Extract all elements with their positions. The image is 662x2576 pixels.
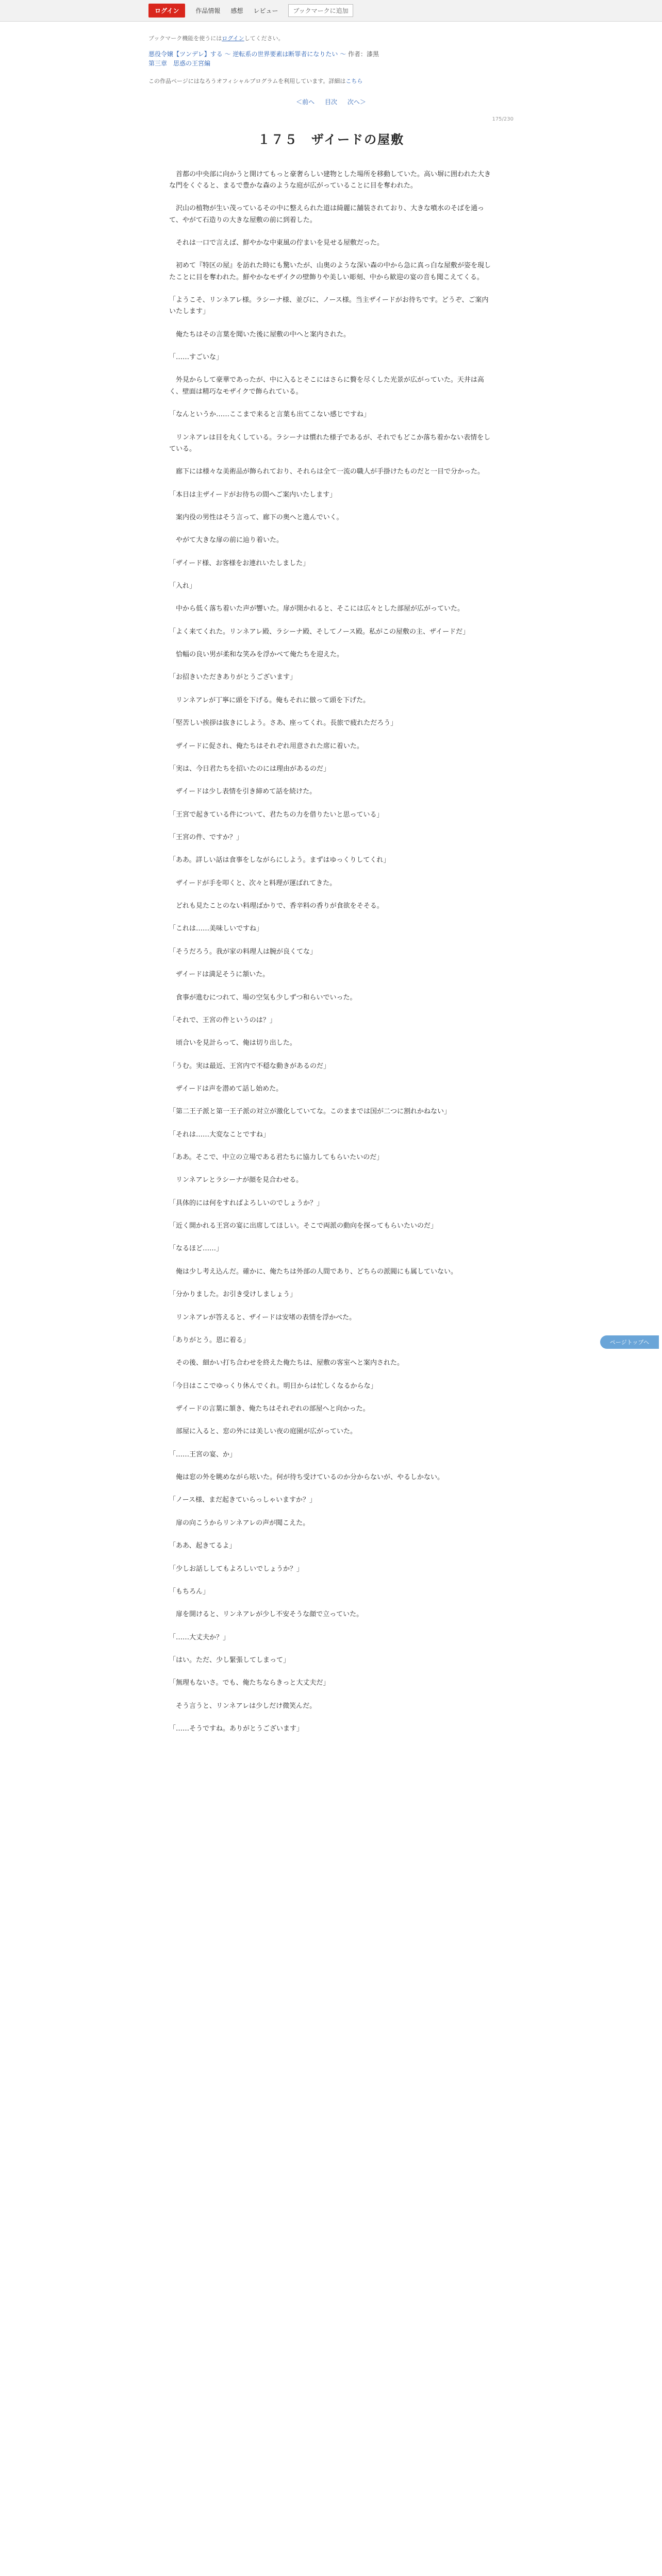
body-paragraph: やがて大きな扉の前に辿り着いた。 (176, 536, 284, 545)
body-paragraph: それは一口で言えば、鮮やかな中東風の佇まいを見せる屋敷だった。 (176, 239, 384, 247)
body-paragraph: ザイードは満足そうに頷いた。 (176, 971, 270, 979)
body-paragraph: 「ああ。詳しい話は食事をしながらにしよう。まずはゆっくりしてくれ」 (169, 856, 390, 865)
body-paragraph: 「ああ、起きてるよ」 (169, 1542, 236, 1550)
body-paragraph: 「よく来てくれた。リンネアレ殿、ラシーナ殿、そしてノース殿。私がこの屋敷の主、ザイードだ」 (169, 628, 470, 636)
novel-page (148, 22, 514, 1746)
body-paragraph: そう言うと、リンネアレは少しだけ微笑んだ。 (176, 1702, 317, 1710)
body-paragraph: どれも見たことのない料理ばかりで、香辛料の香りが食欲をそそる。 (176, 902, 384, 910)
body-paragraph: 俺は少し考え込んだ。確かに、俺たちは外部の人間であり、どちらの派閥にも属していない。 (176, 1267, 458, 1276)
body-paragraph: 「ノース様、まだ起きていらっしゃいますか？」 (169, 1496, 316, 1504)
body-paragraph: 「具体的には何をすればよろしいのでしょうか？」 (169, 1199, 324, 1207)
body-paragraph: 「それは……大変なことですね」 (169, 1130, 270, 1139)
body-paragraph: 初めて『特区の屋』を訪れた時にも驚いたが、山奥のような深い森の中から急に真っ白な屋敷が姿を現したことに目を奪われた。鮮やかなモザイクの壁飾りや美しい彫刻、中から歓迎の宴の音も聞こえてくる。 (169, 262, 491, 281)
body-paragraph: 「近く開かれる王宮の宴に出席してほしい。そこで両派の動向を探ってもらいたいのだ」 (169, 1222, 438, 1230)
body-paragraph: ザイードに促され、俺たちはそれぞれ用意された席に着いた。 (176, 742, 363, 750)
top-navigation-bar (0, 0, 662, 22)
body-paragraph: 「王宮で起きている件について、君たちの力を借りたいと思っている」 (169, 810, 384, 819)
body-paragraph: ザイードは声を潜めて話し始めた。 (176, 1084, 283, 1093)
nav-reviews[interactable]: レビュー (253, 7, 278, 14)
body-paragraph: 「なるほど……」 (169, 1245, 223, 1253)
body-paragraph: 「入れ」 (169, 582, 196, 590)
body-paragraph: 「少しお話ししてもよろしいでしょうか？」 (169, 1565, 304, 1573)
body-paragraph: 案内役の男性はそう言って、廊下の奥へと進んでいく。 (176, 513, 343, 521)
series-author[interactable]: 作者：漆黒 (348, 50, 379, 58)
series-title-link[interactable]: 悪役令嬢【ツンデレ】する ～ 逆転系の世界要素は断罪者になりたい ～ (148, 50, 346, 58)
body-paragraph: 「……すごいな」 (169, 353, 223, 362)
episode-number: 175/230 (492, 116, 514, 122)
body-paragraph: 「第二王子派と第一王子派の対立が激化していてな。このままでは国が二つに割れかねない」 (169, 1108, 451, 1116)
body-paragraph: 「ようこそ、リンネアレ様。ラシーナ様、並びに、ノース様。当主ザイードがお待ちです。どうぞ、ご案内いたします」 (169, 296, 489, 316)
notice-prefix: ブックマーク機能を使うには (148, 35, 222, 42)
body-paragraph: 「王宮の件、ですか？」 (169, 834, 243, 841)
body-paragraph: 中から低く落ち着いた声が響いた。扉が開かれると、そこには広々とした部屋が広がっていた。 (176, 605, 465, 613)
bookmark-button[interactable]: ブックマークに追加 (288, 4, 353, 17)
body-paragraph: 扉の向こうからリンネアレの声が聞こえた。 (176, 1519, 310, 1527)
body-paragraph: 「はい。ただ、少し緊張してしまって」 (169, 1656, 290, 1664)
body-paragraph: 廊下には様々な美術品が飾られており、それらは全て一流の職人が手掛けたものだと一目で分かった。 (176, 468, 485, 476)
body-paragraph: 外見からして豪華であったが、中に入るとそこにはさらに贅を尽くした光景が広がっていた。天井は高く、壁面は精巧なモザイクで飾られている。 (169, 376, 484, 396)
index-link[interactable]: 目次 (324, 98, 337, 106)
nav-work-info[interactable]: 作品情報 (195, 7, 221, 14)
body-paragraph: リンネアレが答えると、ザイードは安堵の表情を浮かべた。 (176, 1313, 356, 1321)
nav-comments[interactable]: 感想 (230, 7, 243, 14)
note-text: この作品ページにはなろうオフィシャルプログラムを利用しています。詳細は (148, 78, 346, 84)
body-paragraph: ザイードの言葉に頷き、俺たちはそれぞれの部屋へと向かった。 (176, 1404, 370, 1413)
body-paragraph: リンネアレは目を丸くしている。ラシーナは慣れた様子であるが、それでもどこか落ち着かない表情をしている。 (169, 433, 491, 453)
body-paragraph: 「本日は主ザイードがお待ちの間へご案内いたします」 (169, 490, 337, 499)
body-paragraph: 「ありがとう。恩に着る」 (169, 1336, 250, 1344)
body-paragraph: 「堅苦しい挨拶は抜きにしよう。さあ、座ってくれ。長旅で疲れただろう」 (169, 719, 398, 727)
body-paragraph: リンネアレが丁寧に頭を下げる。俺もそれに倣って頭を下げた。 (176, 696, 370, 704)
novel-body (148, 169, 514, 1735)
body-paragraph: 「無理もないさ。でも、俺たちならきっと大丈夫だ」 (169, 1679, 330, 1687)
chapter-title: 第三章 思惑の王宮編 (148, 60, 211, 67)
pager-top (148, 97, 514, 106)
body-paragraph: 「うむ。実は最近、王宮内で不穏な動きがあるのだ」 (169, 1062, 330, 1070)
body-paragraph: 「……王宮の宴、か」 (169, 1450, 237, 1459)
body-paragraph: 首都の中央部に向かうと開けてもっと豪奢らしい建物とした場所を移動していた。高い塀に囲われた大きな門をくぐると、まるで豊かな森のような庭が広がっていることに目を奪われた。 (169, 170, 491, 190)
body-paragraph: 「ザイード様、お客様をお連れいたしました」 (169, 559, 310, 567)
body-paragraph: 「そうだろう。我が家の料理人は腕が良くてな」 (169, 947, 317, 956)
login-button[interactable]: ログイン (148, 4, 185, 18)
body-paragraph: 「……そうですね。ありがとうございます」 (169, 1725, 304, 1733)
body-paragraph: 頃合いを見計らって、俺は切り出した。 (176, 1039, 296, 1047)
body-paragraph: 「……大丈夫か？」 (169, 1633, 230, 1641)
body-paragraph: 俺たちはその言葉を聞いた後に屋敷の中へと案内された。 (176, 330, 351, 338)
body-paragraph: 恰幅の良い男が柔和な笑みを浮かべて俺たちを迎えた。 (176, 651, 344, 659)
body-paragraph: 「ああ。そこで、中立の立場である君たちに協力してもらいたいのだ」 (169, 1154, 384, 1162)
notice-suffix: してください。 (244, 35, 284, 42)
episode-title: １７５ ザイードの屋敷 (257, 132, 405, 147)
body-paragraph: その後、細かい打ち合わせを終えた俺たちは、屋敷の客室へと案内された。 (176, 1359, 404, 1367)
body-paragraph: 「もちろん」 (169, 1587, 210, 1596)
body-paragraph: 「お招きいただきありがとうございます」 (169, 673, 297, 682)
body-paragraph: 「なんというか……ここまで来ると言葉も出てこない感じですね」 (169, 411, 371, 419)
body-paragraph: 「分かりました。お引き受けしましょう」 (169, 1291, 297, 1299)
body-paragraph: ザイードが手を叩くと、次々と料理が運ばれてきた。 (176, 879, 337, 887)
page-top-button[interactable]: ページトップへ (600, 1335, 659, 1349)
note-link[interactable]: こちら (345, 78, 363, 84)
body-paragraph: 食事が進むにつれて、場の空気も少しずつ和らいでいった。 (176, 993, 357, 1002)
official-program-note (148, 77, 514, 86)
login-notice (148, 22, 514, 42)
body-paragraph: 扉を開けると、リンネアレが少し不安そうな顔で立っていた。 (176, 1611, 363, 1619)
notice-login-link[interactable]: ログイン (222, 35, 244, 42)
body-paragraph: 俺は窓の外を眺めながら呟いた。何が待ち受けているのか分からないが、やるしかない。 (176, 1473, 444, 1482)
series-info (148, 49, 514, 59)
body-paragraph: 沢山の植物が生い茂っているその中に整えられた道は綺麗に舗装されており、大きな噴水のそばを通って、やがて石造りの大きな屋敷の前に到着した。 (169, 205, 485, 224)
body-paragraph: リンネアレとラシーナが顔を見合わせる。 (176, 1176, 303, 1184)
body-paragraph: ザイードは少し表情を引き締めて話を続けた。 (176, 788, 317, 796)
body-paragraph: 「これは……美味しいですね」 (169, 925, 263, 933)
body-paragraph: 「実は、今日君たちを招いたのには理由があるのだ」 (169, 765, 330, 773)
body-paragraph: 「それで、王宮の件というのは？」 (169, 1016, 276, 1024)
next-link[interactable]: 次へ＞ (347, 98, 366, 106)
body-paragraph: 「今日はここでゆっくり休んでくれ。明日からは忙しくなるからな」 (169, 1382, 377, 1390)
prev-link[interactable]: ＜前へ (296, 98, 315, 106)
body-paragraph: 部屋に入ると、窓の外には美しい夜の庭園が広がっていた。 (176, 1428, 357, 1436)
